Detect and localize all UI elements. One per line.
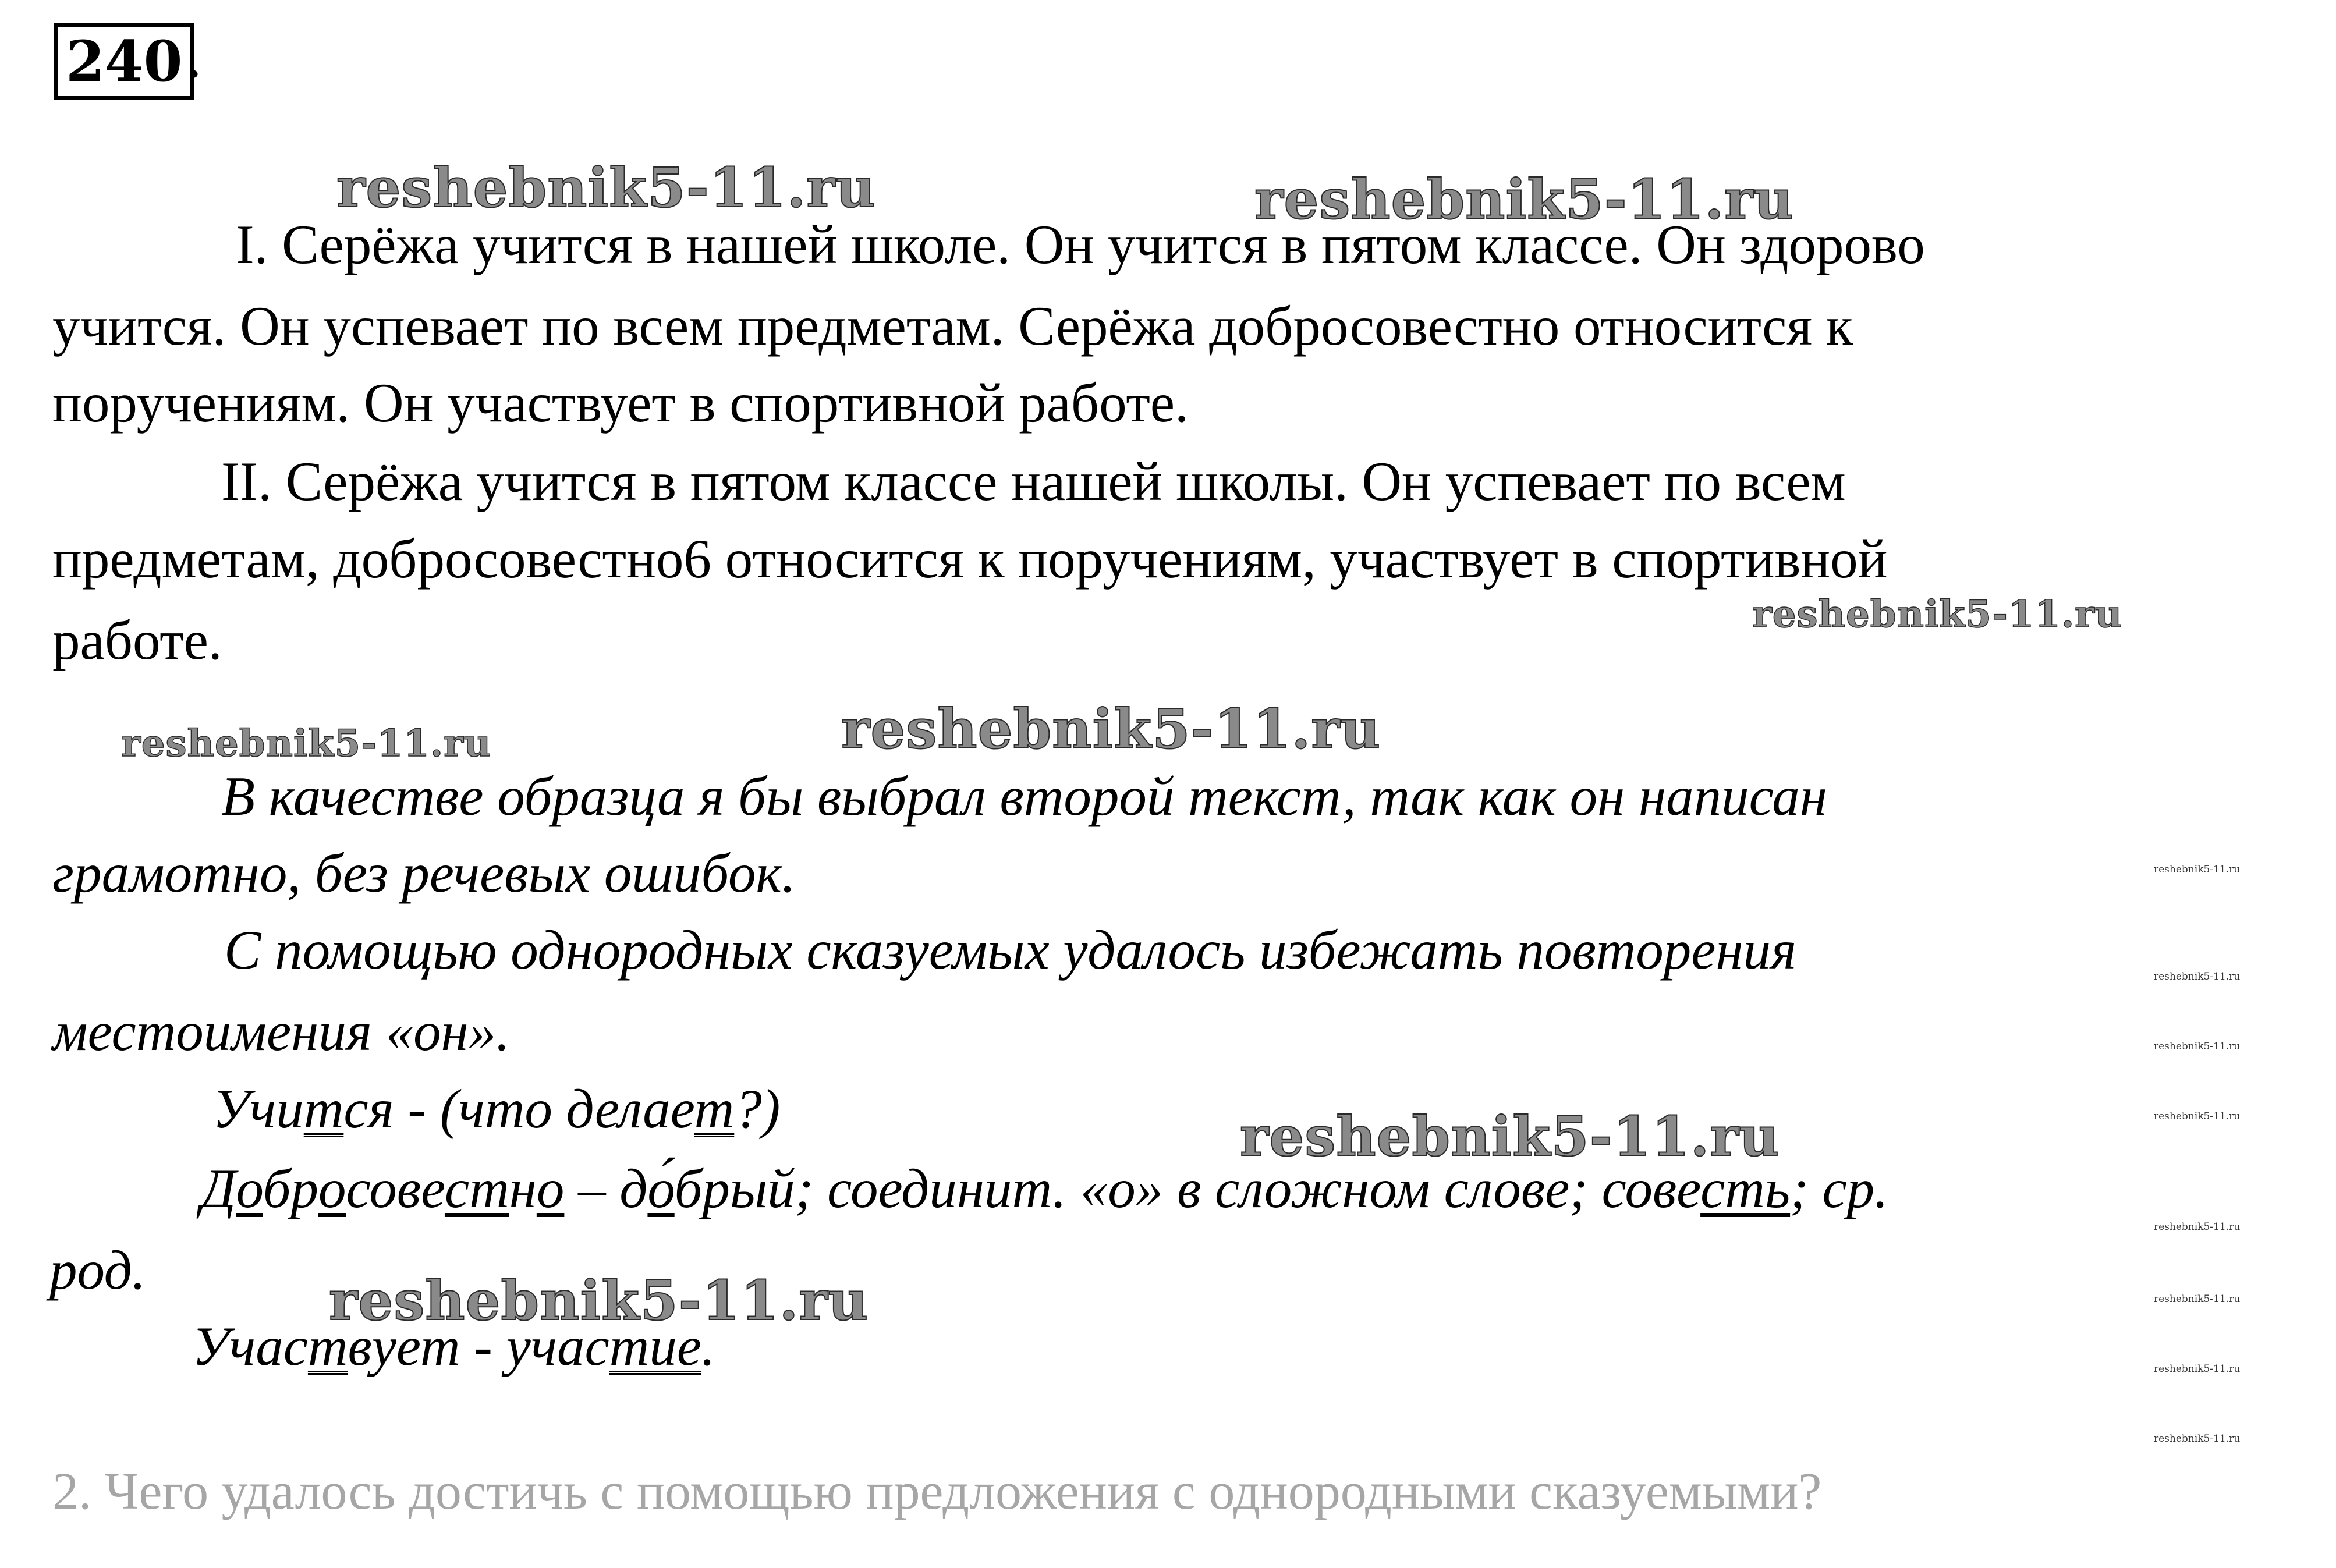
exercise-number-dot: . [185, 25, 203, 90]
watermark-small: reshebnik5-11.ru [2154, 1363, 2241, 1375]
word-analysis-dobrosovestno: Добросовестно – добрый; соединит. «о» в сложном слове; совесть; ср. [201, 1158, 1888, 1219]
exercise-number: 240 [54, 23, 194, 100]
answer-line-2: грамотно, без речевых ошибок. [52, 842, 796, 904]
watermark-small: reshebnik5-11.ru [2154, 864, 2241, 875]
watermark-small: reshebnik5-11.ru [2154, 1433, 2241, 1445]
text-one-line-3: поручениям. Он участвует в спортивной работе. [52, 372, 1189, 434]
text-two-line-2: предметам, добросовестно6 относится к поручениям, участвует в спортивной [52, 528, 1888, 590]
watermark: reshebnik5-11.ru [121, 722, 492, 765]
text-one-line-1: I. Серёжа учится в нашей школе. Он учится в пятом классе. Он здорово [236, 214, 1925, 275]
watermark: reshebnik5-11.ru [329, 1269, 869, 1333]
answer-line-4: местоимения «он». [52, 1001, 511, 1062]
text-one-line-2: учится. Он успевает по всем предметам. Серёжа добросовестно относится к [52, 295, 1853, 357]
word-analysis-uchitsya: Учится - (что делает?) [212, 1078, 781, 1140]
answer-line-3: С помощью однородных сказуемых удалось избежать повторения [224, 919, 1797, 981]
watermark-small: reshebnik5-11.ru [2154, 971, 2241, 982]
watermark-small: reshebnik5-11.ru [2154, 1293, 2241, 1305]
answer-line-1: В качестве образца я бы выбрал второй текст, так как он написан [221, 765, 1827, 827]
watermark: reshebnik5-11.ru [841, 697, 1381, 761]
text-two-line-3: работе. [52, 609, 222, 671]
watermark: reshebnik5-11.ru [1240, 1105, 1780, 1169]
watermark: reshebnik5-11.ru [1254, 168, 1795, 232]
watermark: reshebnik5-11.ru [336, 156, 877, 220]
watermark-small: reshebnik5-11.ru [2154, 1041, 2241, 1052]
watermark-small: reshebnik5-11.ru [2154, 1221, 2241, 1233]
word-analysis-line-rod: род. [49, 1239, 146, 1301]
text-two-line-1: II. Серёжа учится в пятом классе нашей школы. Он успевает по всем [221, 450, 1846, 512]
watermark-small: reshebnik5-11.ru [2154, 1111, 2241, 1122]
word-analysis-uchastvuet: Участвует - участие. [192, 1315, 715, 1377]
watermark: reshebnik5-11.ru [1752, 593, 2123, 636]
next-question: 2. Чего удалось достичь с помощью предложения с однородными сказуемыми? [52, 1463, 1822, 1520]
